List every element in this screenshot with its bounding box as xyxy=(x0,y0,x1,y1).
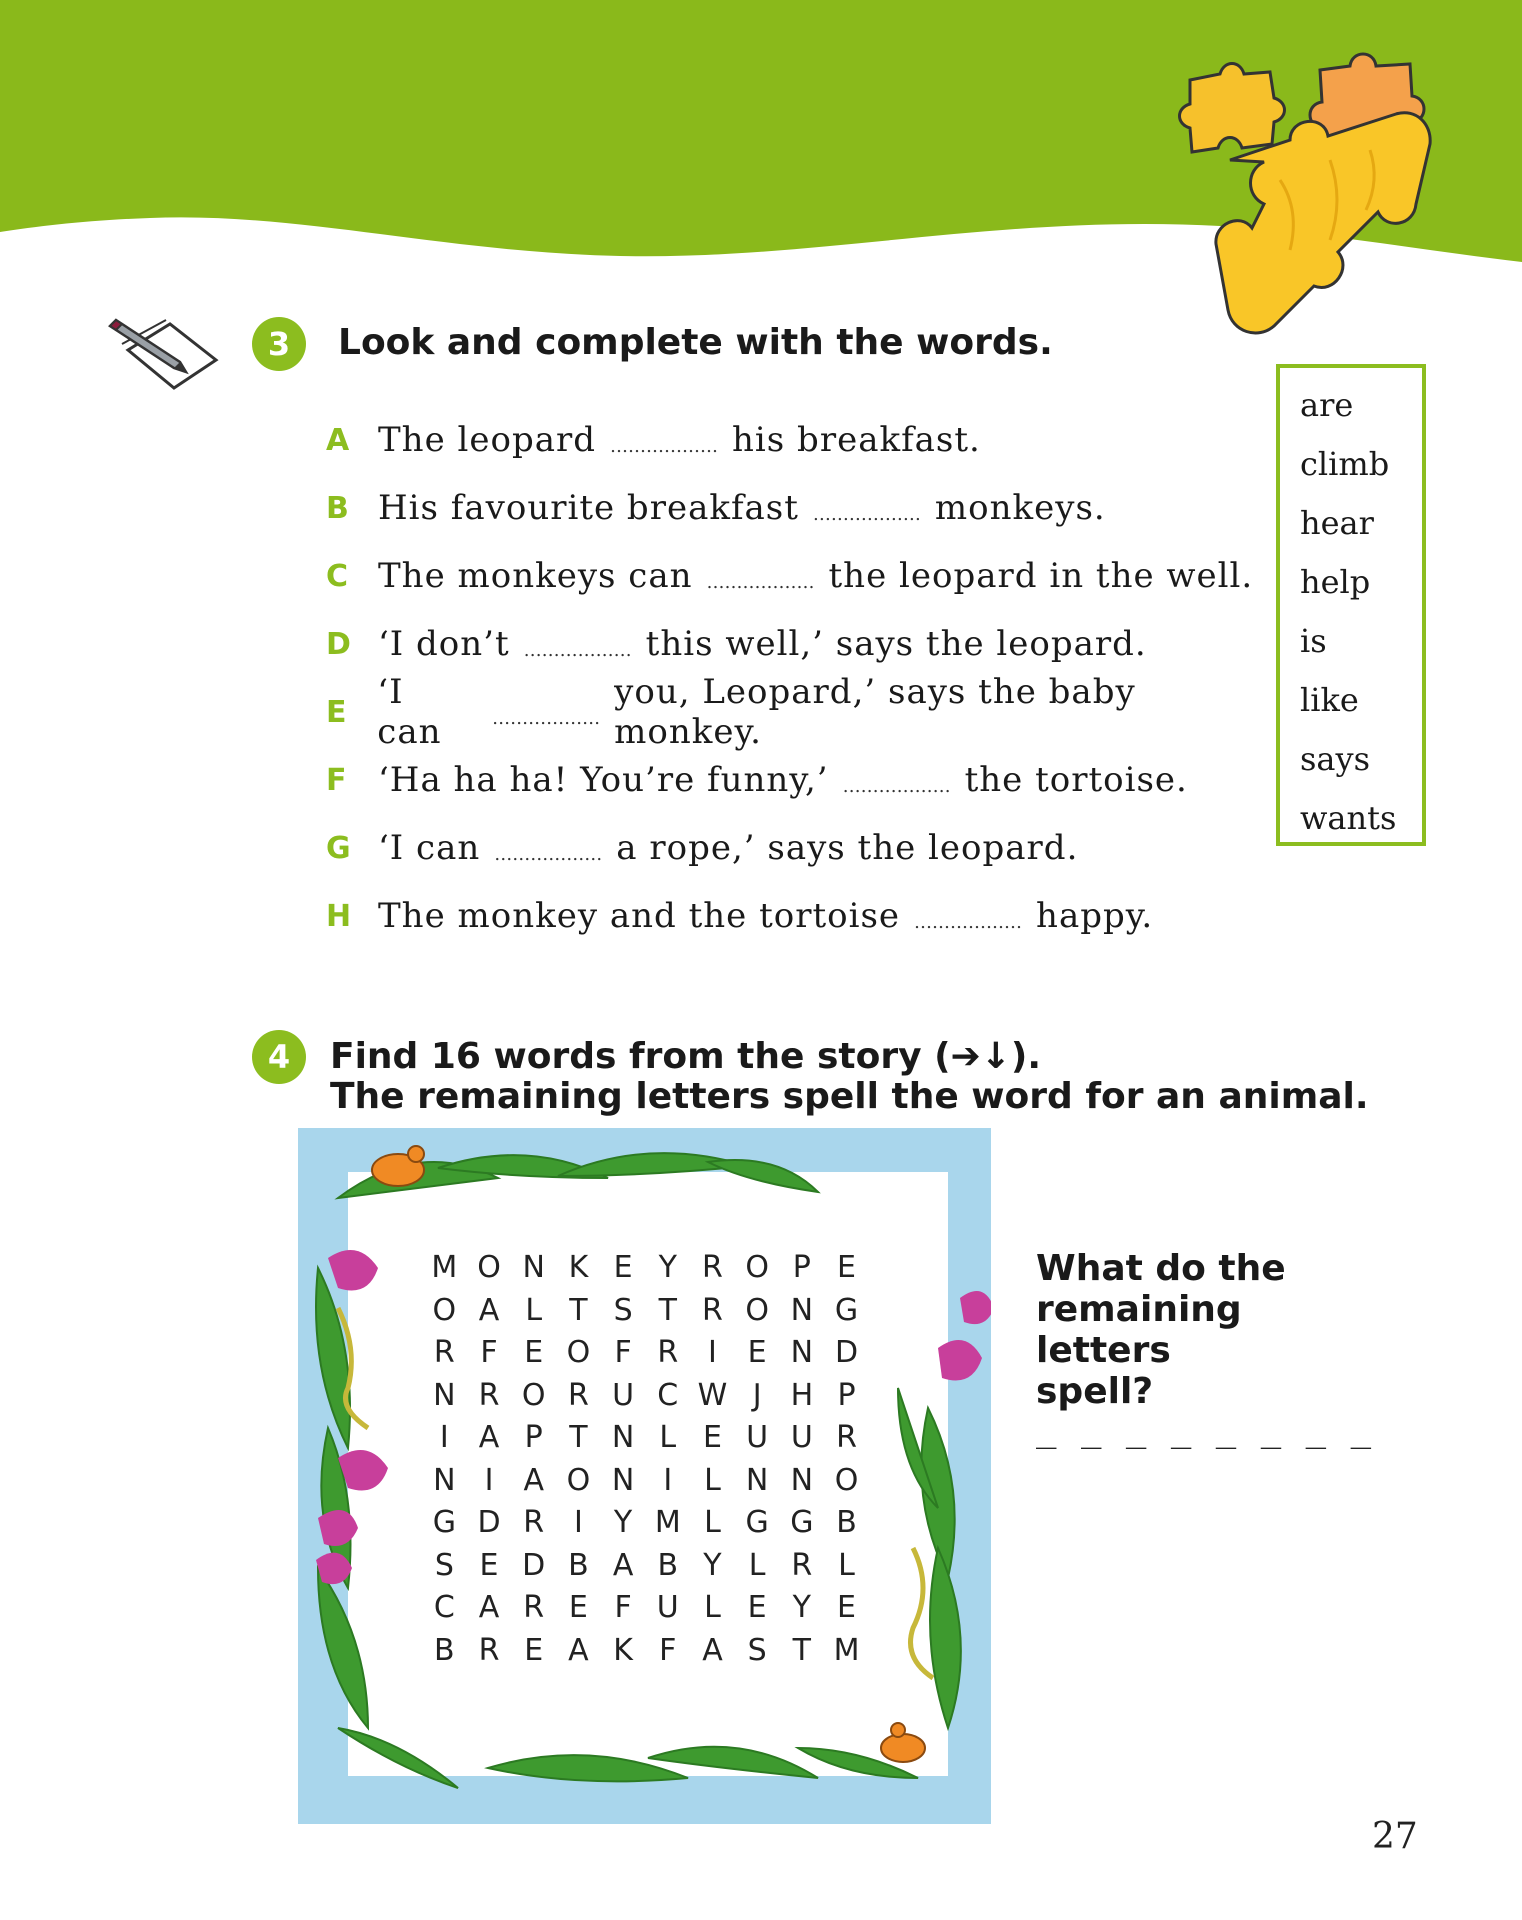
grid-letter[interactable]: D xyxy=(834,1335,859,1370)
item-letter: D xyxy=(326,626,352,662)
sentence-text: the leopard in the well. xyxy=(828,556,1254,596)
grid-letter[interactable]: W xyxy=(697,1377,728,1413)
grid-letter[interactable]: R xyxy=(523,1590,545,1625)
grid-letter[interactable]: N xyxy=(790,1462,814,1498)
sentence-item xyxy=(326,542,1286,610)
grid-letter[interactable]: G xyxy=(790,1505,814,1540)
sentence-text: happy. xyxy=(1036,896,1154,936)
grid-letter[interactable]: B xyxy=(434,1632,455,1668)
grid-letter[interactable]: M xyxy=(431,1250,458,1285)
sentence-text: you, Leopard,’ says the baby monkey. xyxy=(614,672,1136,752)
sentence-item xyxy=(326,610,1286,678)
grid-letter[interactable]: L xyxy=(748,1547,766,1583)
grid-letter[interactable]: E xyxy=(837,1590,857,1625)
grid-letter[interactable]: A xyxy=(568,1632,589,1668)
grid-letter[interactable]: R xyxy=(433,1335,455,1370)
grid-letter[interactable]: G xyxy=(432,1505,456,1540)
grid-letter[interactable]: F xyxy=(480,1335,498,1370)
grid-letter[interactable]: U xyxy=(656,1590,679,1625)
word-bank-item: hear xyxy=(1300,504,1374,542)
grid-letter[interactable]: U xyxy=(790,1420,813,1455)
grid-letter[interactable]: H xyxy=(790,1377,814,1413)
grid-letter[interactable]: G xyxy=(834,1292,859,1328)
sentence-item xyxy=(326,406,1286,474)
grid-letter[interactable]: N xyxy=(433,1377,456,1413)
exercise-4-title-line2: The remaining letters spell the word for an animal. xyxy=(330,1076,1369,1117)
grid-letter[interactable]: E xyxy=(568,1590,588,1625)
grid-letter[interactable]: F xyxy=(614,1335,632,1370)
grid-letter[interactable]: R xyxy=(523,1505,545,1540)
grid-letter[interactable]: R xyxy=(478,1377,500,1413)
grid-letter[interactable]: D xyxy=(522,1547,546,1583)
grid-letter[interactable]: I xyxy=(708,1335,717,1370)
grid-letter[interactable]: M xyxy=(833,1632,860,1668)
grid-letter[interactable]: O xyxy=(566,1335,591,1370)
sentence-text: ‘I can xyxy=(378,828,481,868)
sentence-text: The monkey and the tortoise xyxy=(378,896,901,936)
sentence-text: this well,’ says the leopard. xyxy=(645,624,1147,664)
sentence-list xyxy=(326,406,1286,950)
grid-letter[interactable]: T xyxy=(792,1632,811,1668)
grid-letter[interactable]: I xyxy=(573,1505,583,1540)
exercise-3-title: Look and complete with the words. xyxy=(338,322,1053,363)
direction-arrows-icon: ➔↓ xyxy=(950,1036,1011,1077)
grid-letter[interactable]: N xyxy=(611,1420,635,1455)
answer-blank-line[interactable]: _ _ _ _ _ _ _ _ xyxy=(1036,1410,1374,1450)
grid-letter[interactable]: E xyxy=(747,1590,767,1625)
grid-letter[interactable]: R xyxy=(567,1377,589,1413)
grid-letter[interactable]: B xyxy=(836,1505,857,1540)
grid-letter[interactable]: I xyxy=(484,1462,494,1498)
answer-blank[interactable]: ……………… xyxy=(812,503,921,525)
grid-letter[interactable]: J xyxy=(752,1377,762,1413)
title-text: Find 16 words from the story ( xyxy=(330,1036,951,1077)
item-letter: H xyxy=(326,898,353,934)
title-text-end: ). xyxy=(1010,1036,1041,1077)
word-search-grid xyxy=(422,1247,869,1672)
sentence-text: a rope,’ says the leopard. xyxy=(616,828,1079,868)
puzzle-pieces-icon xyxy=(1160,30,1460,340)
grid-letter[interactable]: R xyxy=(702,1250,723,1285)
sentence-item xyxy=(326,474,1286,542)
word-bank-item: is xyxy=(1300,622,1327,660)
grid-letter[interactable]: B xyxy=(568,1547,589,1583)
page-number: 27 xyxy=(1372,1816,1418,1857)
grid-letter[interactable]: E xyxy=(747,1335,767,1370)
answer-blank[interactable]: ……………… xyxy=(492,707,601,729)
grid-letter[interactable]: N xyxy=(611,1462,635,1498)
grid-letter[interactable]: R xyxy=(478,1632,500,1668)
answer-blank[interactable]: ……………… xyxy=(706,571,815,593)
exercise-4-title-line1 xyxy=(330,1036,1041,1077)
grid-letter[interactable]: N xyxy=(433,1462,456,1498)
sentence-text: his breakfast. xyxy=(732,420,981,460)
grid-letter[interactable]: E xyxy=(524,1335,544,1370)
sentence-text: monkeys. xyxy=(934,488,1106,528)
exercise-number-badge: 4 xyxy=(252,1030,306,1084)
grid-letter[interactable]: T xyxy=(569,1292,588,1328)
grid-letter[interactable]: P xyxy=(524,1420,543,1455)
grid-letter[interactable]: E xyxy=(479,1547,499,1583)
sentence-text: ‘I don’t xyxy=(378,624,510,664)
grid-letter[interactable]: F xyxy=(614,1590,632,1625)
grid-letter[interactable]: I xyxy=(439,1420,449,1455)
grid-letter[interactable]: O xyxy=(432,1292,457,1328)
word-bank-item: like xyxy=(1300,681,1359,719)
grid-letter[interactable]: O xyxy=(521,1377,546,1413)
sentence-item xyxy=(326,814,1286,882)
item-letter: C xyxy=(326,558,350,594)
grid-letter[interactable]: P xyxy=(792,1250,811,1285)
grid-letter[interactable]: Y xyxy=(658,1250,677,1285)
grid-letter[interactable]: R xyxy=(791,1547,813,1583)
item-letter: G xyxy=(326,830,352,866)
grid-letter[interactable]: N xyxy=(745,1462,769,1498)
remaining-letters-question: What do the remaining letters spell? xyxy=(1036,1248,1286,1412)
grid-letter[interactable]: L xyxy=(659,1420,677,1455)
grid-letter[interactable]: N xyxy=(790,1292,814,1328)
sentence-text: ‘Ha ha ha! You’re funny,’ xyxy=(378,760,829,800)
answer-blank[interactable]: ……………… xyxy=(842,775,951,797)
grid-letter[interactable]: D xyxy=(477,1505,501,1540)
grid-letter[interactable]: C xyxy=(657,1377,679,1413)
grid-letter[interactable]: L xyxy=(838,1547,855,1583)
answer-blank[interactable]: ……………… xyxy=(610,435,719,457)
grid-letter[interactable]: I xyxy=(663,1462,673,1498)
sentence-text: the tortoise. xyxy=(964,760,1188,800)
exercise-number-badge: 3 xyxy=(252,317,306,371)
word-bank-item: wants xyxy=(1300,799,1397,837)
item-letter: A xyxy=(326,422,351,458)
grid-letter[interactable]: E xyxy=(702,1420,722,1455)
grid-letter[interactable]: A xyxy=(523,1462,544,1498)
sentence-text: The monkeys can xyxy=(378,556,693,596)
grid-letter[interactable]: U xyxy=(746,1420,769,1455)
grid-letter[interactable]: O xyxy=(745,1292,769,1328)
sentence-text: ‘I can xyxy=(377,672,442,752)
grid-letter[interactable]: Y xyxy=(613,1505,633,1540)
word-bank-item: help xyxy=(1300,563,1371,601)
grid-letter[interactable]: S xyxy=(747,1632,767,1668)
item-letter: F xyxy=(326,762,348,798)
word-bank-item: are xyxy=(1300,386,1354,424)
grid-letter[interactable]: O xyxy=(566,1462,591,1498)
pencil-paper-icon xyxy=(108,310,224,396)
answer-blank[interactable]: ……………… xyxy=(523,639,632,661)
grid-letter[interactable]: L xyxy=(704,1505,721,1540)
grid-letter[interactable]: L xyxy=(704,1462,721,1498)
answer-blank[interactable]: ……………… xyxy=(914,911,1023,933)
grid-letter[interactable]: A xyxy=(478,1420,500,1455)
grid-letter[interactable]: N xyxy=(522,1250,545,1285)
grid-letter[interactable]: Y xyxy=(792,1590,811,1625)
grid-letter[interactable]: L xyxy=(704,1590,721,1625)
grid-letter[interactable]: K xyxy=(613,1632,633,1668)
grid-letter[interactable]: A xyxy=(478,1292,500,1328)
grid-letter[interactable]: O xyxy=(745,1250,769,1285)
word-bank-item: climb xyxy=(1300,445,1390,483)
grid-letter[interactable]: Y xyxy=(703,1547,722,1583)
sentence-text: The leopard xyxy=(378,420,597,460)
grid-letter[interactable]: T xyxy=(569,1420,588,1455)
grid-letter[interactable]: E xyxy=(837,1250,857,1285)
grid-letter[interactable]: P xyxy=(837,1377,856,1413)
sentence-item xyxy=(326,882,1286,950)
word-bank-item: says xyxy=(1300,740,1370,778)
grid-letter[interactable]: E xyxy=(613,1250,633,1285)
grid-letter[interactable]: U xyxy=(612,1377,635,1413)
sentence-item xyxy=(326,746,1286,814)
grid-letter[interactable]: A xyxy=(702,1632,723,1668)
grid-letter[interactable]: O xyxy=(477,1250,501,1285)
grid-letter[interactable]: G xyxy=(745,1505,769,1540)
grid-letter[interactable]: R xyxy=(702,1292,723,1328)
grid-letter[interactable]: M xyxy=(654,1505,681,1540)
grid-letter[interactable]: A xyxy=(612,1547,634,1583)
item-letter: E xyxy=(326,694,348,730)
grid-letter[interactable]: N xyxy=(790,1335,814,1370)
grid-letter[interactable]: A xyxy=(478,1590,500,1625)
sentence-item xyxy=(326,672,1286,752)
answer-blank[interactable]: ……………… xyxy=(494,843,603,865)
word-bank xyxy=(1276,364,1426,846)
grid-letter[interactable]: K xyxy=(568,1250,589,1285)
grid-letter[interactable]: B xyxy=(657,1547,679,1583)
grid-letter[interactable]: E xyxy=(524,1632,544,1668)
grid-letter[interactable]: T xyxy=(658,1292,677,1328)
sentence-text: His favourite breakfast xyxy=(378,488,799,528)
grid-letter[interactable]: R xyxy=(836,1420,857,1455)
grid-letter[interactable]: L xyxy=(525,1292,543,1328)
grid-letter[interactable]: S xyxy=(613,1292,633,1328)
grid-letter[interactable]: O xyxy=(834,1462,859,1498)
grid-letter[interactable]: F xyxy=(659,1632,677,1668)
grid-letter[interactable]: C xyxy=(433,1590,455,1625)
grid-letter[interactable]: S xyxy=(434,1547,454,1583)
item-letter: B xyxy=(326,490,350,526)
grid-letter[interactable]: R xyxy=(657,1335,679,1370)
